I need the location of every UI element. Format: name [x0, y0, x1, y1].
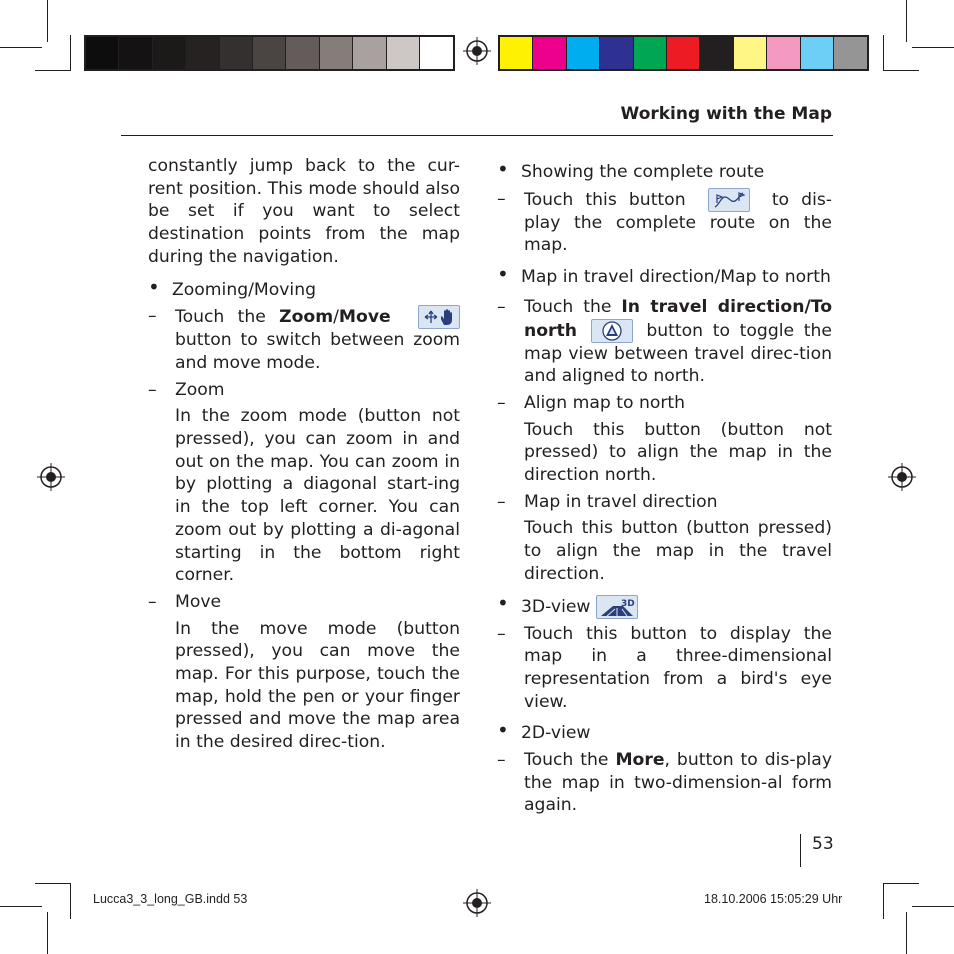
- dash: –: [497, 750, 506, 771]
- crop-mark: [70, 883, 71, 919]
- crop-mark: [883, 883, 919, 884]
- bullet-3d-view: [497, 595, 832, 619]
- color-swatch: [86, 37, 119, 69]
- dash: –: [148, 379, 157, 400]
- zoom-move-instruction: [148, 305, 460, 374]
- registration-mark-icon: [888, 463, 916, 491]
- 3d-icon-text: 3D: [620, 598, 635, 609]
- crop-mark: [912, 906, 954, 907]
- slug-timestamp: 18.10.2006 15:05:29 Uhr: [704, 892, 843, 906]
- zoom-subitem-label: Zoom: [175, 379, 225, 400]
- align-north-subitem: [497, 392, 832, 415]
- travel-direction-pre: Touch the: [524, 296, 622, 317]
- color-swatch: [420, 37, 453, 69]
- slug-filename: Lucca3_3_long_GB.indd 53: [93, 892, 248, 906]
- crop-mark: [47, 0, 48, 42]
- travel-direction-post: button to toggle the map view between travel direc-tion and aligned to north.: [524, 320, 832, 387]
- dash: –: [497, 392, 506, 413]
- compass-button-icon: [591, 319, 633, 343]
- 3d-view-text: Touch this button to display the map in a three-dimensional representation from a bird's eye view.: [524, 623, 832, 712]
- color-swatch: [320, 37, 353, 69]
- registration-mark-icon: [463, 37, 491, 65]
- travel-direction-label: Map in travel direction: [524, 491, 718, 512]
- bullet-2d-view: • 2D-view: [497, 722, 832, 745]
- color-swatch: [286, 37, 319, 69]
- bullet-zooming-moving: • Zooming/Moving: [148, 279, 460, 302]
- zoom-description: In the zoom mode (button not pressed), you can zoom in and out on the map. You can zoom in by plotting a diagonal start-ing in the top left corner. You can zoom out by plotting a di-agonal starting in the bottom right corner.: [175, 406, 460, 586]
- move-subitem-label: Move: [175, 591, 222, 612]
- intro-paragraph: constantly jump back to the cur-rent position. This mode should also be set if you want to select destination points from the map during the navigation.: [148, 156, 460, 267]
- dash: –: [497, 188, 506, 209]
- slash: /: [333, 307, 339, 328]
- 2d-view-post: , button to dis-play the map in two-dimension-al form again.: [524, 750, 833, 816]
- zoom-move-button-icon: [418, 305, 460, 329]
- more-bold: More: [615, 750, 665, 771]
- zoom-label-bold: Zoom: [279, 307, 334, 328]
- header-rule: [121, 135, 833, 136]
- to-north-bold: To north: [524, 296, 832, 341]
- 2d-view-instruction: [497, 749, 832, 817]
- color-swatch: [634, 37, 667, 69]
- color-swatch: [767, 37, 800, 69]
- touch-pre: Touch the: [175, 307, 280, 328]
- color-swatch: [734, 37, 767, 69]
- dash: –: [148, 306, 157, 327]
- align-north-label: Align map to north: [524, 392, 686, 413]
- color-swatch: [353, 37, 386, 69]
- move-subitem: [148, 591, 460, 614]
- bullet-complete-route: • Showing the complete route: [497, 161, 832, 184]
- registration-mark-icon: [463, 889, 491, 917]
- complete-route-pre: Touch this button: [524, 189, 686, 210]
- page-number-rule: [800, 834, 801, 867]
- move-description: In the move mode (button pressed), you can move the map. For this purpose, touch the map, hold the pen or your finger pressed and move the map area in the desired direc-tion.: [175, 618, 460, 753]
- color-swatch: [253, 37, 286, 69]
- color-swatch: [500, 37, 533, 69]
- crop-mark: [0, 906, 42, 907]
- color-swatch: [186, 37, 219, 69]
- running-header: Working with the Map: [620, 104, 832, 124]
- in-travel-direction-bold: In travel direction: [621, 296, 805, 317]
- color-swatch: [834, 37, 867, 69]
- color-swatch: [533, 37, 566, 69]
- page-number: 53: [812, 834, 834, 854]
- complete-route-post: to dis-play the complete route on the map.: [524, 189, 833, 256]
- registration-mark-icon: [37, 463, 65, 491]
- 3d-view-button-icon: [596, 595, 638, 619]
- crop-mark: [906, 0, 907, 42]
- crop-mark: [47, 912, 48, 954]
- zoom-subitem: [148, 379, 460, 402]
- complete-route-button-icon: [708, 188, 750, 212]
- color-swatch: [667, 37, 700, 69]
- color-swatch: [387, 37, 420, 69]
- color-swatch: [801, 37, 834, 69]
- 3d-view-label: 3D-view: [521, 596, 591, 617]
- color-swatch: [119, 37, 152, 69]
- right-column: [497, 161, 832, 817]
- dash: –: [148, 591, 157, 612]
- complete-route-instruction: [497, 188, 832, 257]
- crop-mark: [883, 70, 919, 71]
- 3d-view-instruction: [497, 623, 832, 714]
- crop-mark: [70, 35, 71, 71]
- touch-post: button to switch between zoom and move mode.: [175, 330, 460, 373]
- crop-mark: [35, 70, 71, 71]
- crop-mark: [35, 883, 71, 884]
- bullet-travel-direction: • Map in travel direction/Map to north: [497, 266, 832, 289]
- slash: /: [804, 296, 811, 317]
- color-swatch: [567, 37, 600, 69]
- dash: –: [497, 491, 506, 512]
- crop-mark: [912, 47, 954, 48]
- process-color-bar: [498, 35, 869, 71]
- color-swatch: [220, 37, 253, 69]
- move-label-bold: Move: [338, 307, 391, 328]
- crop-mark: [906, 912, 907, 954]
- travel-direction-description: Touch this button (button pressed) to align the map in the travel direction.: [524, 518, 832, 584]
- crop-mark: [883, 883, 884, 919]
- 2d-view-pre: Touch the: [524, 750, 616, 771]
- travel-direction-subitem: [497, 491, 832, 514]
- color-swatch: [600, 37, 633, 69]
- color-swatch: [153, 37, 186, 69]
- align-north-description: Touch this button (button not pressed) to align the map in the direction north.: [524, 419, 832, 486]
- dash: –: [497, 296, 506, 317]
- crop-mark: [0, 47, 42, 48]
- left-column: [148, 155, 460, 754]
- color-swatch: [700, 37, 733, 69]
- travel-direction-instruction: [497, 296, 832, 388]
- grayscale-color-bar: [84, 35, 455, 71]
- crop-mark: [883, 35, 884, 71]
- dash: –: [497, 623, 506, 644]
